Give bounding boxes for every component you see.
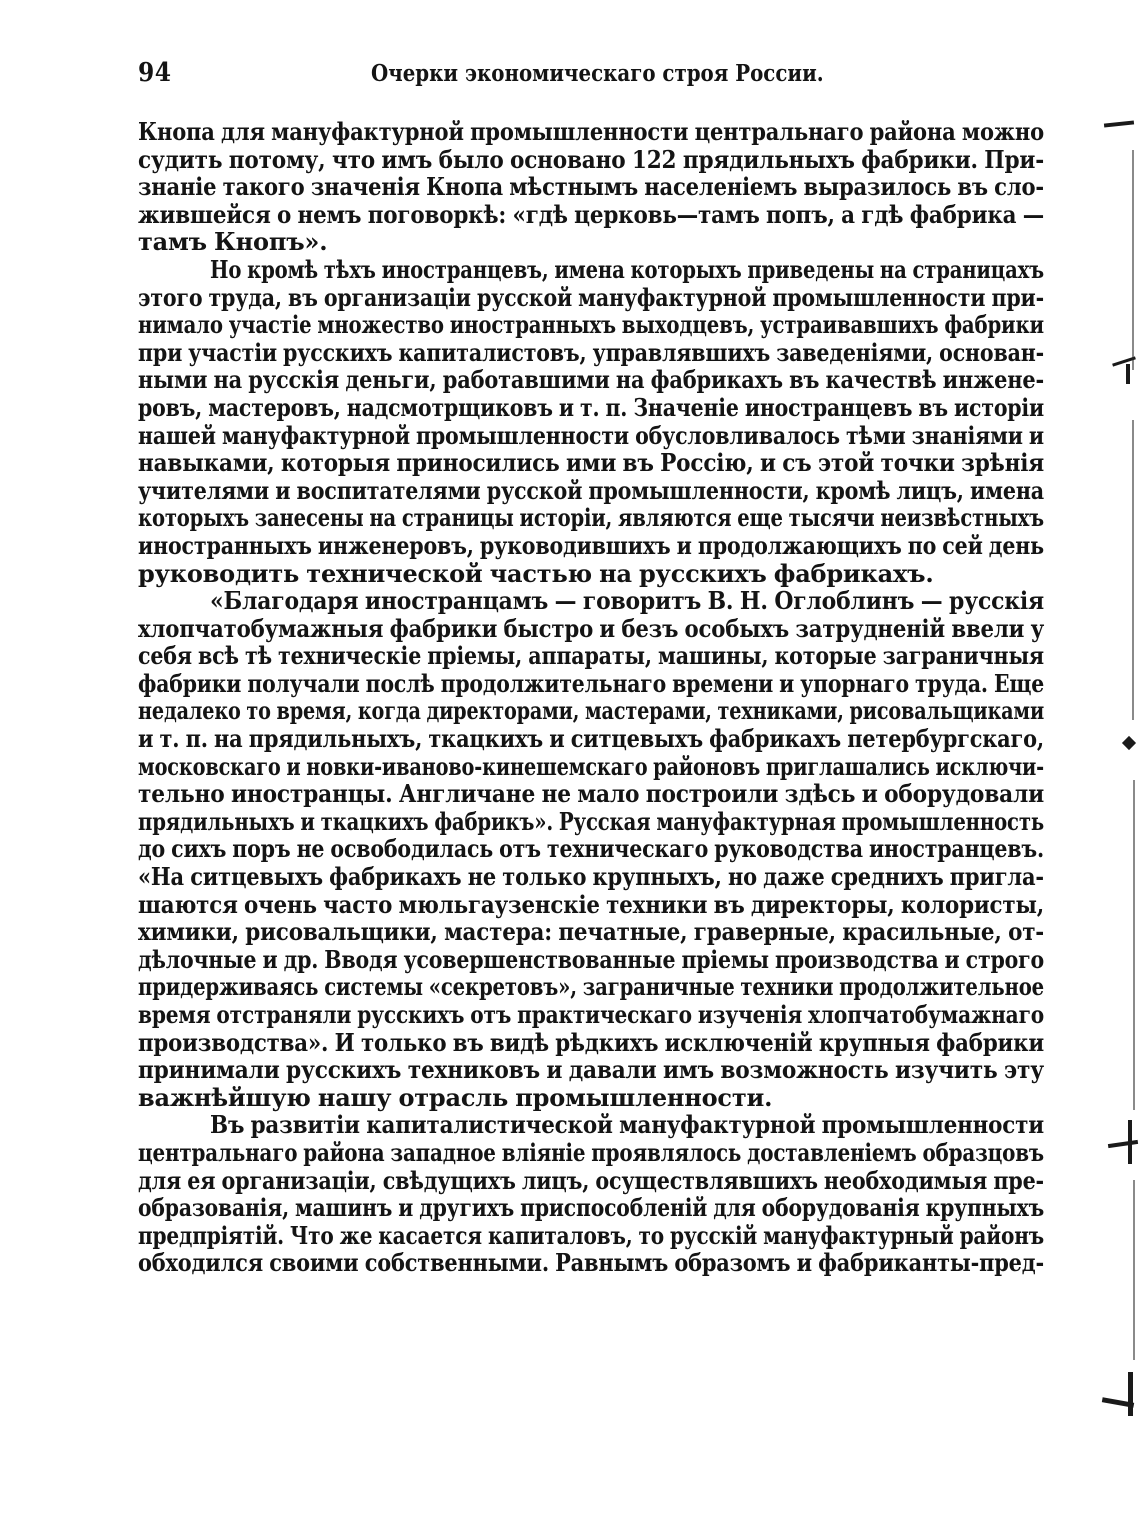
text-line xyxy=(138,1139,1044,1167)
text-line xyxy=(138,780,1044,808)
text-line-content: московскаго и новки-иваново-кинешемскаго районовъ приглашались исключи- xyxy=(138,751,1045,781)
text-line-content: руководить технической частью на русскихъ фабрикахъ. xyxy=(138,558,934,588)
text-line-content: дѣлочные и др. Вводя усовершенствованные пріемы производства и строго xyxy=(138,944,1045,974)
text-line-content: химики, рисовальщики, мастера: печатные, граверные, красильные, от- xyxy=(138,917,1045,947)
text-line xyxy=(138,615,1044,643)
text-line xyxy=(138,1056,1044,1084)
text-line-content: Кнопа для мануфактурной промышленности центральнаго района можно xyxy=(138,117,1044,146)
text-line xyxy=(138,201,1044,229)
text-line-content: тамъ Кнопъ». xyxy=(138,227,328,257)
text-line xyxy=(138,753,1044,781)
text-line-content: обходился своими собственными. Равнымъ образомъ и фабриканты-пред- xyxy=(138,1248,1045,1278)
text-line-content: образованія, машинъ и другихъ приспособленій для оборудованія крупныхъ xyxy=(138,1193,1045,1223)
text-line-content: время отстраняли русскихъ отъ практическаго изученія хлопчатобумажнаго xyxy=(138,1000,1044,1029)
text-line-content: жившейся о немъ поговоркѣ: «гдѣ церковь—тамъ попъ, а гдѣ фабрика — xyxy=(138,199,1045,229)
text-line-content: учителями и воспитателями русской промышленности, кромѣ лицъ, имена xyxy=(138,475,1044,505)
text-line xyxy=(138,339,1044,367)
text-line xyxy=(138,532,1044,560)
text-line xyxy=(138,891,1044,919)
text-line xyxy=(138,422,1044,450)
text-line xyxy=(138,973,1044,1001)
text-line-content: фабрики получали послѣ продолжительнаго времени и упорнаго труда. Еще xyxy=(138,668,1045,698)
text-line xyxy=(138,835,1044,863)
text-line-content: «На ситцевыхъ фабрикахъ не только крупныхъ, но даже среднихъ пригла- xyxy=(138,862,1044,892)
edge-scratch xyxy=(1133,1180,1135,1360)
text-line-content: этого труда, въ организаціи русской мануфактурной промышленности при- xyxy=(138,282,1044,312)
text-line xyxy=(138,1222,1044,1250)
text-line-content: хлопчатобумажныя фабрики быстро и безъ особыхъ затрудненій ввели у xyxy=(138,613,1045,643)
margin-mark xyxy=(1108,1140,1138,1148)
text-line xyxy=(138,946,1044,974)
text-line-content: центральнаго района западное вліяніе проявлялось доставленіемъ образцовъ xyxy=(138,1137,1044,1167)
margin-mark xyxy=(1126,364,1130,384)
text-line xyxy=(138,504,1044,532)
text-line xyxy=(138,1084,1044,1112)
text-line xyxy=(138,256,1044,284)
text-line-content: иностранныхъ инженеровъ, руководившихъ и продолжающихъ по сей день xyxy=(138,530,1044,560)
text-line-content: придерживаясь системы «секретовъ», заграничные техники продолжительное xyxy=(138,972,1045,1002)
text-line-content: тельно иностранцы. Англичане не мало построили здѣсь и оборудовали xyxy=(138,779,1044,809)
edge-scratch xyxy=(1132,420,1134,720)
text-line-content: ровъ, мастеровъ, надсмотрщиковъ и т. п. Значеніе иностранцевъ въ исторіи xyxy=(138,392,1045,422)
text-line-content: производства». И только въ видѣ рѣдкихъ исключеній крупныя фабрики xyxy=(138,1027,1044,1057)
text-line xyxy=(138,394,1044,422)
text-line xyxy=(138,697,1044,725)
text-line xyxy=(138,560,1044,588)
body-text xyxy=(138,118,1044,1277)
text-line xyxy=(138,918,1044,946)
text-line xyxy=(138,449,1044,477)
text-line xyxy=(138,228,1044,256)
margin-mark xyxy=(1128,1372,1133,1416)
text-line-content: нашей мануфактурной промышленности обусловливалось тѣми знаніями и xyxy=(138,420,1045,450)
text-line xyxy=(138,642,1044,670)
text-line xyxy=(138,1249,1044,1277)
text-line xyxy=(138,725,1044,753)
text-line-content: при участіи русскихъ капиталистовъ, управлявшихъ заведеніями, основан- xyxy=(138,337,1044,367)
edge-scratch xyxy=(1133,780,1135,1110)
text-line-content: недалеко то время, когда директорами, мастерами, техниками, рисовальщиками xyxy=(138,696,1045,726)
running-title: Очерки экономическаго строя России. xyxy=(371,60,824,87)
text-line xyxy=(138,587,1044,615)
text-line-content: Въ развитіи капиталистической мануфактурной промышленности xyxy=(210,1110,1045,1140)
text-line-content: предпріятій. Что же касается капиталовъ, то русскій мануфактурный районъ xyxy=(138,1220,1044,1250)
margin-mark xyxy=(1104,120,1134,127)
edge-scratch xyxy=(1132,150,1134,370)
text-line xyxy=(138,1194,1044,1222)
text-line-content: знаніе такого значенія Кнопа мѣстнымъ населеніемъ выразилось въ сло- xyxy=(138,172,1045,202)
text-line-content: до сихъ поръ не освободилась отъ техническаго руководства иностранцевъ. xyxy=(138,834,1044,864)
text-line-content: навыками, которыя приносились ими въ Россію, и съ этой точки зрѣнія xyxy=(138,448,1044,478)
text-line xyxy=(138,863,1044,891)
text-line-content: важнѣйшую нашу отрасль промышленности. xyxy=(138,1082,773,1112)
running-head xyxy=(138,58,1048,94)
page-number: 94 xyxy=(138,58,172,88)
text-line xyxy=(138,284,1044,312)
text-line-content: Но кромѣ тѣхъ иностранцевъ, имена которыхъ приведены на страницахъ xyxy=(210,254,1045,284)
text-line xyxy=(138,366,1044,394)
text-line xyxy=(138,1029,1044,1057)
text-line-content: шаются очень часто мюльгаузенскіе техники въ директоры, колористы, xyxy=(138,889,1044,919)
text-line xyxy=(138,670,1044,698)
text-line-content: «Благодаря иностранцамъ — говоритъ В. Н. Оглоблинъ — русскія xyxy=(210,586,1044,616)
text-line-content: для ея организаціи, свѣдущихъ лицъ, осуществлявшихъ необходимыя пре- xyxy=(138,1165,1044,1195)
text-line-content: принимали русскихъ техниковъ и давали имъ возможность изучить эту xyxy=(138,1055,1044,1085)
text-line xyxy=(138,808,1044,836)
text-line xyxy=(138,118,1044,146)
text-line xyxy=(138,1111,1044,1139)
text-line-content: ными на русскія деньги, работавшими на фабрикахъ въ качествѣ инжене- xyxy=(138,365,1045,395)
text-line-content: нимало участіе множество иностранныхъ выходцевъ, устраивавшихъ фабрики xyxy=(138,310,1044,340)
text-line-content: прядильныхъ и ткацкихъ фабрикъ». Русская мануфактурная промышленность xyxy=(138,806,1045,836)
text-line-content: себя всѣ тѣ техническіе пріемы, аппараты, машины, которые заграничныя xyxy=(138,641,1044,671)
text-line-content: судить потому, что имъ было основано 122 прядильныхъ фабрики. При- xyxy=(138,144,1045,174)
text-line-content: которыхъ занесены на страницы исторіи, являются еще тысячи неизвѣстныхъ xyxy=(138,503,1044,533)
text-line xyxy=(138,1167,1044,1195)
text-line xyxy=(138,311,1044,339)
text-line xyxy=(138,1001,1044,1029)
margin-mark xyxy=(1122,736,1136,750)
margin-mark xyxy=(1128,1120,1132,1164)
text-line xyxy=(138,173,1044,201)
text-line xyxy=(138,146,1044,174)
text-line xyxy=(138,477,1044,505)
text-line-content: и т. п. на прядильныхъ, ткацкихъ и ситцевыхъ фабрикахъ петербургскаго, xyxy=(138,724,1045,754)
